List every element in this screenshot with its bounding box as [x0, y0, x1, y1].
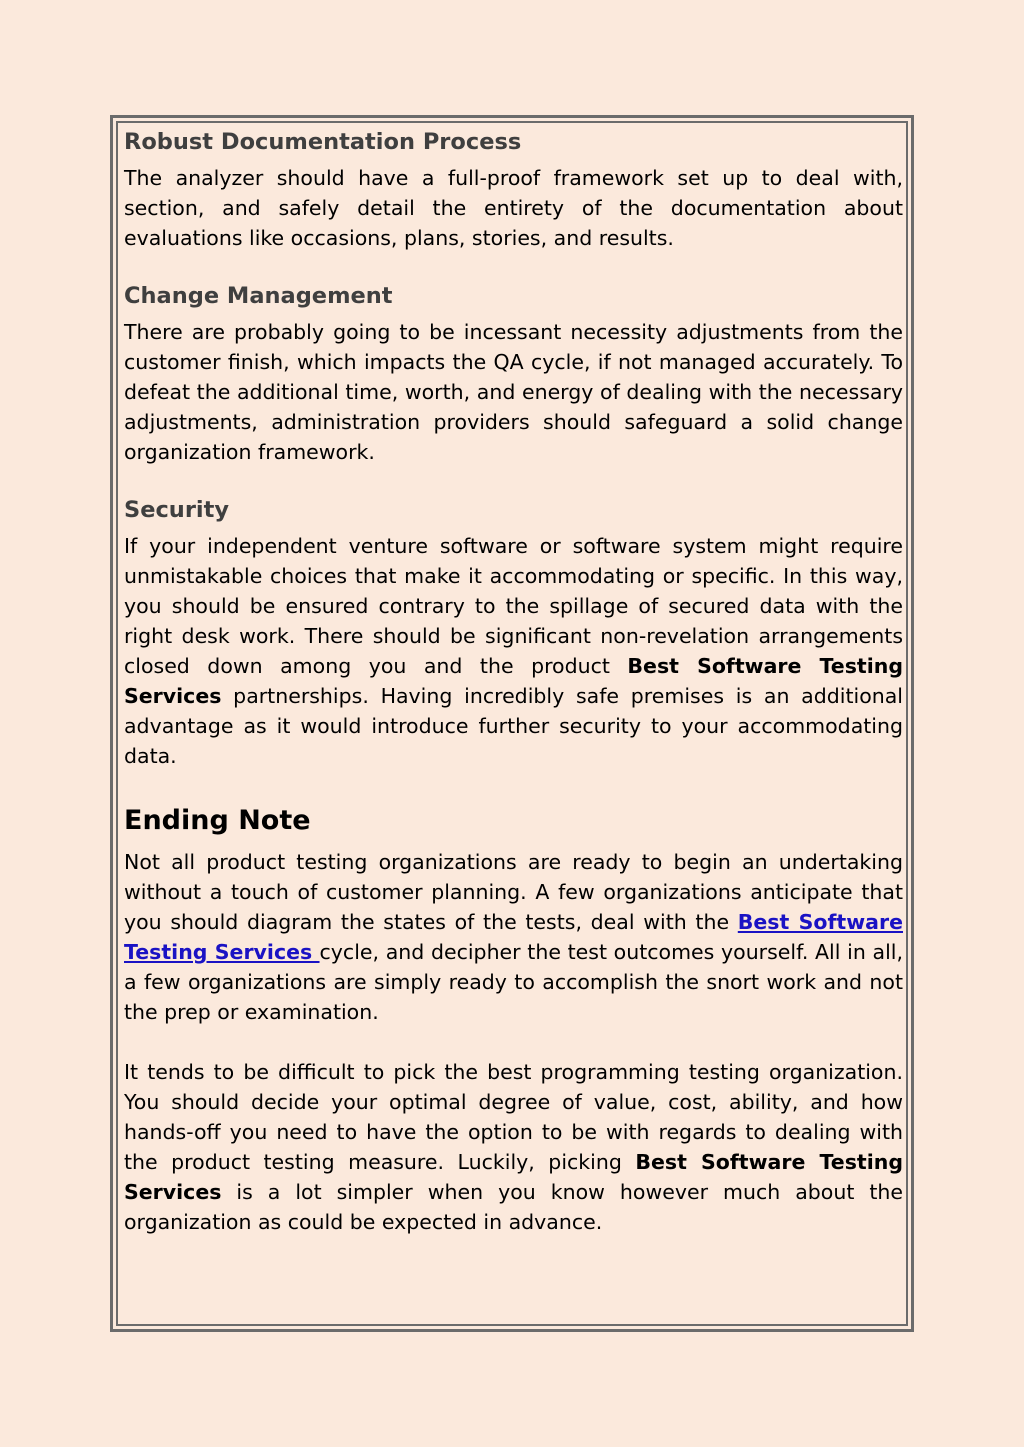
ending2-text-before: It tends to be difficult to pick the best programming testing organization. You should decide your optimal degree of value, cost, ability, and how hands-off you need to have the option to be with regards to dealing with the product testing measure. Luckily, picking: [124, 1060, 903, 1174]
document-frame: [110, 115, 914, 1332]
document-content: [124, 125, 903, 1237]
heading-security: Security: [124, 497, 230, 523]
document-frame-inner: [116, 121, 908, 1326]
heading-ending-note: Ending Note: [124, 805, 311, 836]
paragraph-robust-documentation: The analyzer should have a full-proof framework set up to deal with, section, and safely detail the entirety of the documentation about evaluations like occasions, plans, stories, and results.: [124, 166, 903, 250]
paragraph-ending-note-2: [124, 1057, 903, 1237]
paragraph-security: [124, 531, 903, 771]
ending2-bold-term: Best Software Testing Services: [124, 1150, 903, 1204]
security-text-before: If your independent venture software or software system might require unmistakable choices that make it accommodating or specific. In this way, you should be ensured contrary to the spillage of secured data with the right desk work. There should be significant non-revelation arrangements closed down among you and the product: [124, 534, 903, 678]
best-software-testing-services-link[interactable]: Best Software Testing Services: [124, 910, 903, 964]
ending2-text-after: is a lot simpler when you know however much about the organization as could be expected in advance.: [124, 1180, 903, 1234]
ending-text-after: cycle, and decipher the test outcomes yourself. All in all, a few organizations are simply ready to accomplish the snort work and not the prep or examination.: [124, 940, 903, 1024]
heading-robust-documentation: Robust Documentation Process: [124, 129, 522, 155]
heading-change-management: Change Management: [124, 283, 393, 309]
ending-text-before: Not all product testing organizations are ready to begin an undertaking without a touch of customer planning. A few organizations anticipate that you should diagram the states of the tests, deal with the: [124, 850, 903, 934]
security-bold-term: Best Software Testing Services: [124, 654, 904, 708]
paragraph-ending-note-1: [124, 847, 903, 1027]
security-text-after: partnerships. Having incredibly safe premises is an additional advantage as it would introduce further security to your accommodating data.: [124, 684, 903, 768]
paragraph-change-management: There are probably going to be incessant necessity adjustments from the customer finish, which impacts the QA cycle, if not managed accurately. To defeat the additional time, worth, and energy of dealing with the necessary adjustments, administration providers should safeguard a solid change organization framework.: [124, 320, 903, 464]
